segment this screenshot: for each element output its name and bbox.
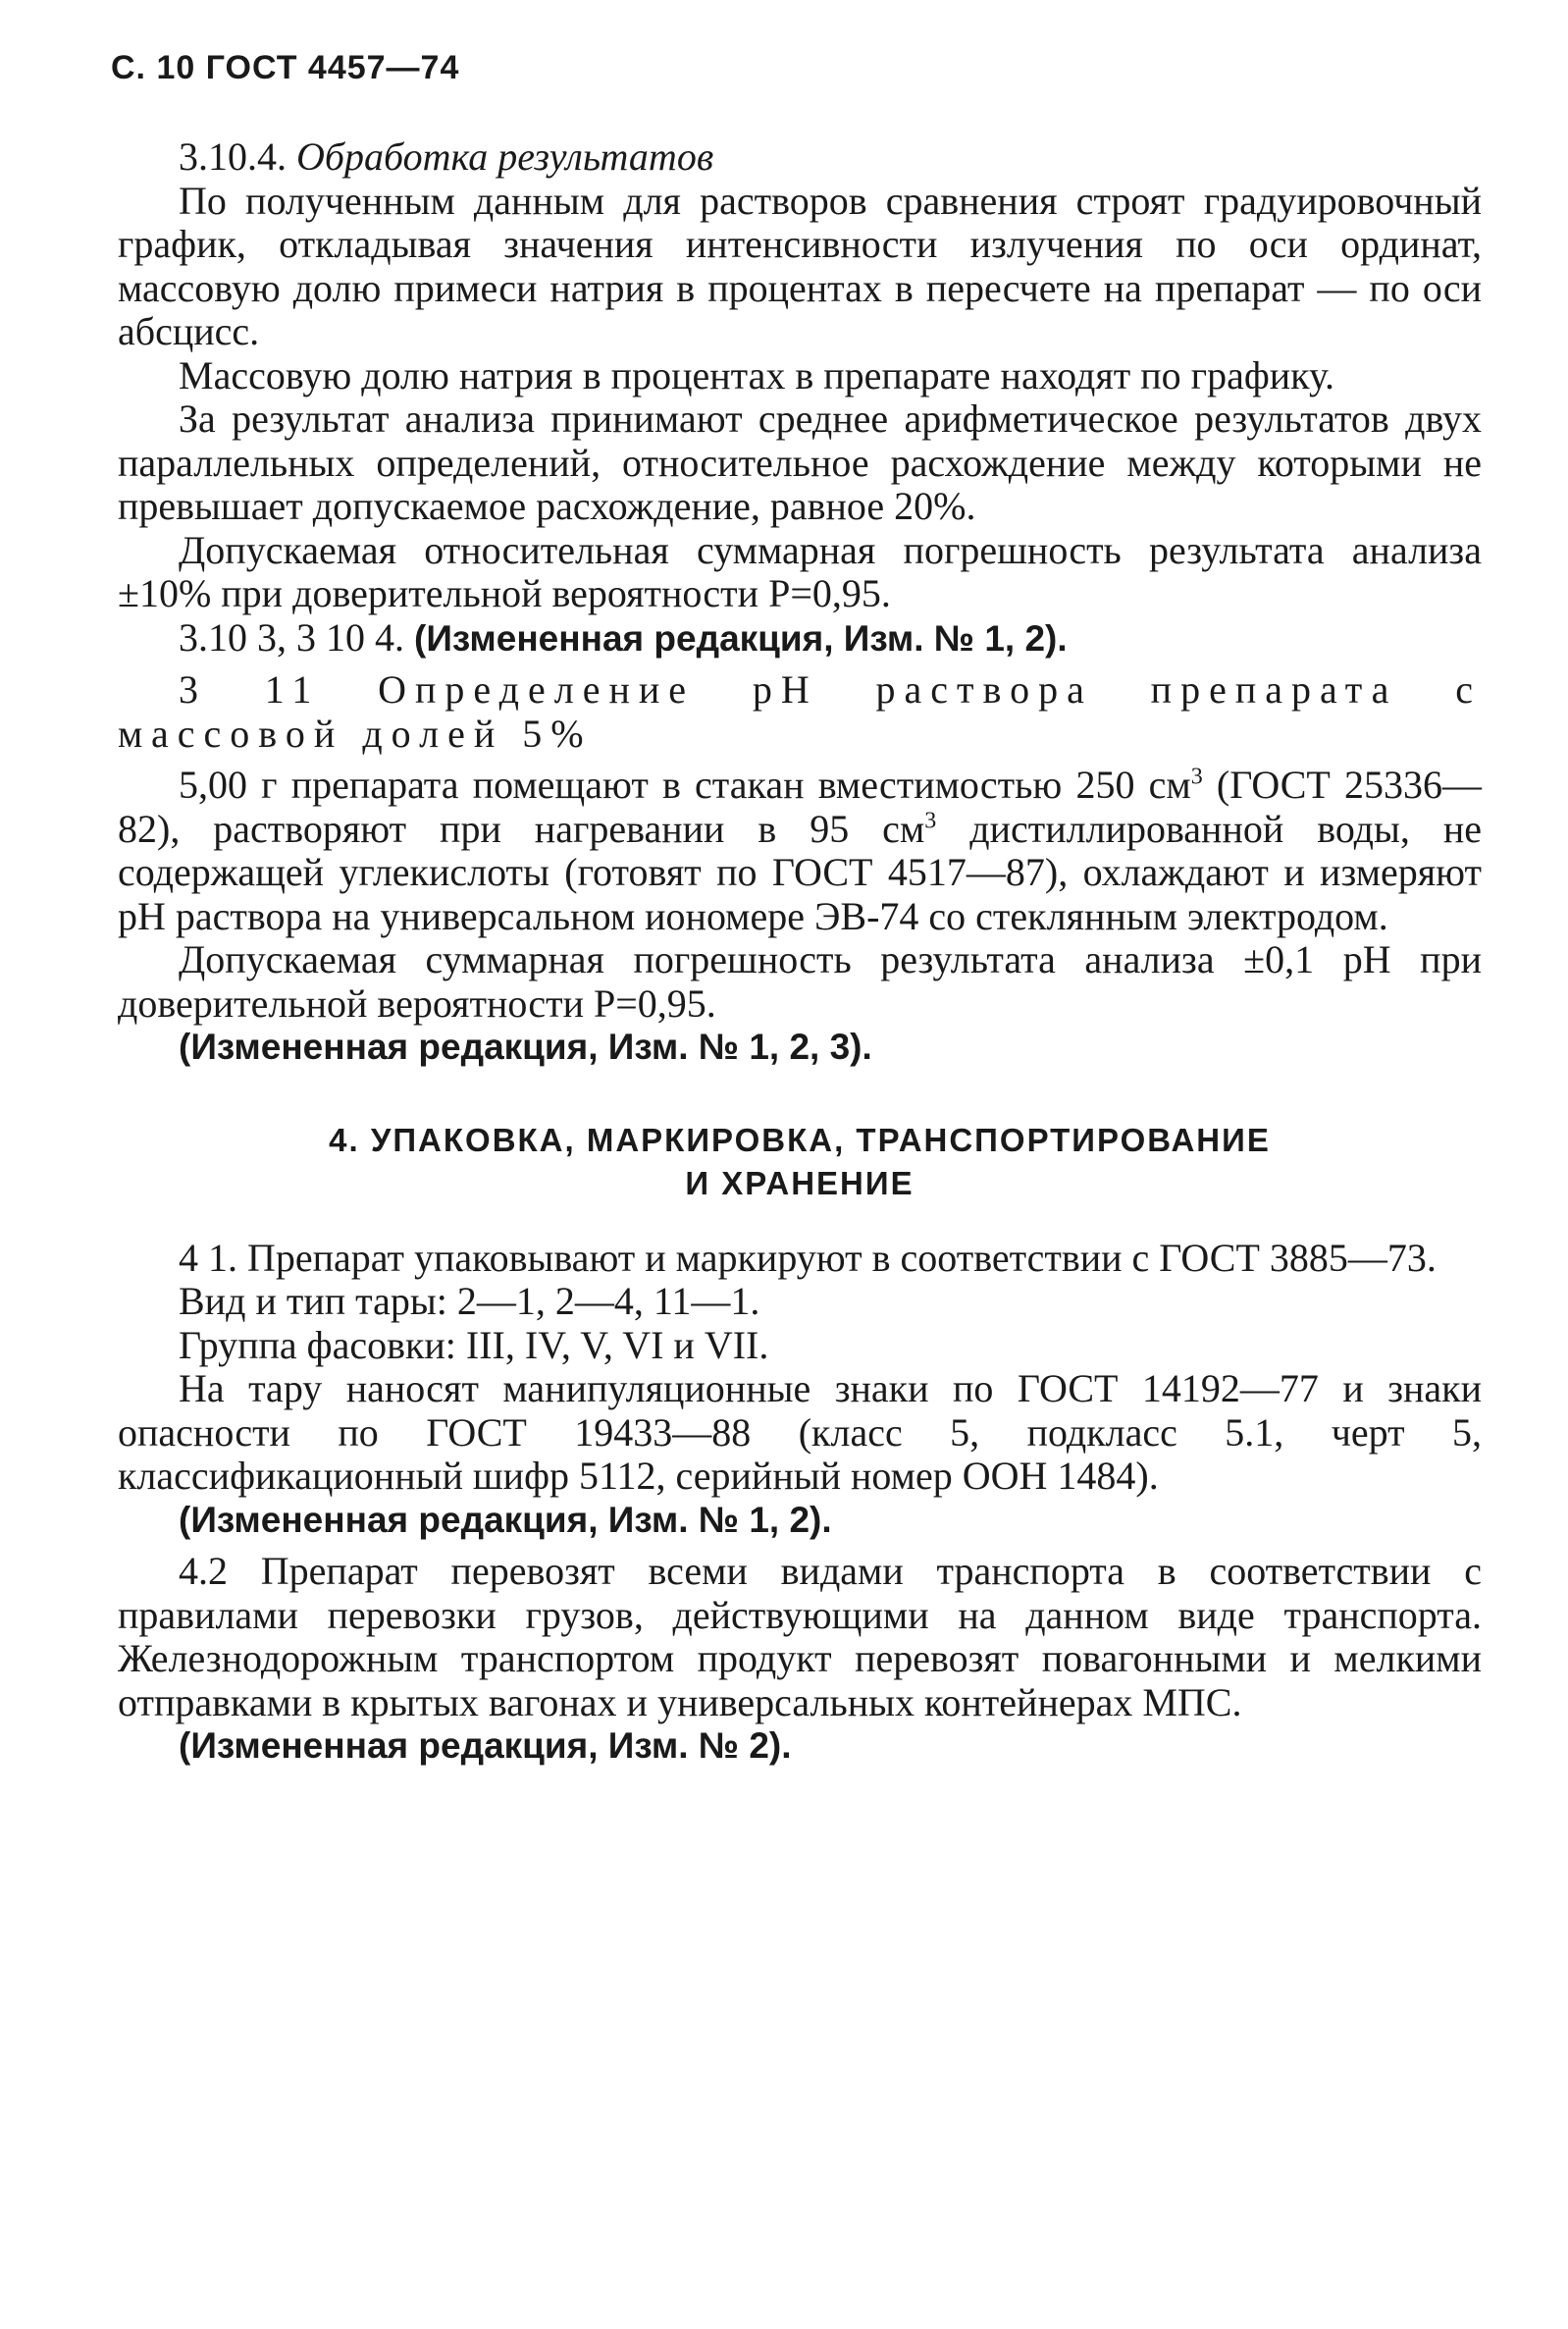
section-title: Обработка результатов bbox=[296, 134, 714, 179]
paragraph: На тару наносят манипуляционные знаки по ГОСТ 14192—77 и знаки опасности по ГОСТ 19433—88 (класс 5, подкласс 5.1, черт 5, классификационный шифр 5112, серийный номер ООН 1484). bbox=[118, 1366, 1482, 1498]
paragraph bbox=[118, 764, 1482, 938]
paragraph: Массовую долю натрия в процентах в препарате находят по графику. bbox=[179, 352, 1335, 397]
paragraph: По полученным данным для растворов сравнения строят градуировочный график, откладывая значения интенсивности излучения по оси ординат, массовую долю примеси натрия в процентах в пересчете на препарат — по оси абсцисс. bbox=[118, 178, 1482, 353]
paragraph: Допускаемая суммарная погрешность результата анализа ±0,1 рН при доверительной вероятности Р=0,95. bbox=[118, 937, 1482, 1026]
section-3-11-heading: 3 11 Определение рН раствора препарата с массовой долей 5% bbox=[118, 667, 1482, 756]
section-title-line: И ХРАНЕНИЕ bbox=[685, 1164, 915, 1201]
section-3-10-4-title bbox=[118, 135, 1482, 180]
section-4-title bbox=[118, 1119, 1482, 1205]
section-number: 3.10.4. bbox=[179, 134, 287, 179]
superscript: 3 bbox=[924, 808, 937, 834]
amendment-note: (Измененная редакция, Изм. № 1, 2, 3). bbox=[179, 1027, 872, 1067]
amendment-note: (Измененная редакция, Изм. № 1, 2). bbox=[179, 1499, 832, 1540]
paragraph: Допускаемая относительная суммарная погрешность результата анализа ±10% при доверительной вероятности Р=0,95. bbox=[118, 527, 1482, 615]
section-title-line: 4. УПАКОВКА, МАРКИРОВКА, ТРАНСПОРТИРОВАНИЕ bbox=[329, 1121, 1271, 1158]
amendment-note bbox=[118, 616, 1482, 662]
amendment-note: (Измененная редакция, Изм. № 2). bbox=[179, 1725, 792, 1766]
paragraph: 4.2 Препарат перевозят всеми видами транспорта в соответствии с правилами перевозки грузов, действующими на данном виде транспорта. Железнодорожным транспортом продукт перевозят повагонными и мелкими отправками в крытых вагонах и универсальных контейнерах МПС. bbox=[118, 1549, 1482, 1724]
document-body bbox=[118, 135, 1482, 1769]
text-part: дистиллированной воды, не содержащей углекислоты (готовят по ГОСТ 4517—87), охлаждают и измеряют рН раствора на универсальном иономере ЭВ-74 со стеклянным электродом. bbox=[118, 806, 1483, 938]
paragraph: За результат анализа принимают среднее арифметическое результатов двух параллельных определений, относительное расхождение между которыми не превышает допускаемое расхождение, равное 20%. bbox=[118, 397, 1482, 528]
page-header: С. 10 ГОСТ 4457—74 bbox=[111, 49, 460, 86]
superscript: 3 bbox=[1190, 764, 1203, 790]
paragraph: Вид и тип тары: 2—1, 2—4, 11—1. bbox=[179, 1279, 760, 1323]
amendment-ref: 3.10 3, 3 10 4. bbox=[179, 614, 404, 660]
text-part: (ГОСТ 25336—82), растворяют при нагревании в 95 см bbox=[118, 763, 1482, 851]
paragraph: Группа фасовки: III, IV, V, VI и VII. bbox=[179, 1322, 769, 1367]
paragraph: 4 1. Препарат упаковывают и маркируют в соответствии с ГОСТ 3885—73. bbox=[179, 1235, 1437, 1280]
text-part: 5,00 г препарата помещают в стакан вместимостью 250 см bbox=[179, 763, 1191, 807]
amendment-text: (Измененная редакция, Изм. № 1, 2). bbox=[414, 617, 1068, 659]
